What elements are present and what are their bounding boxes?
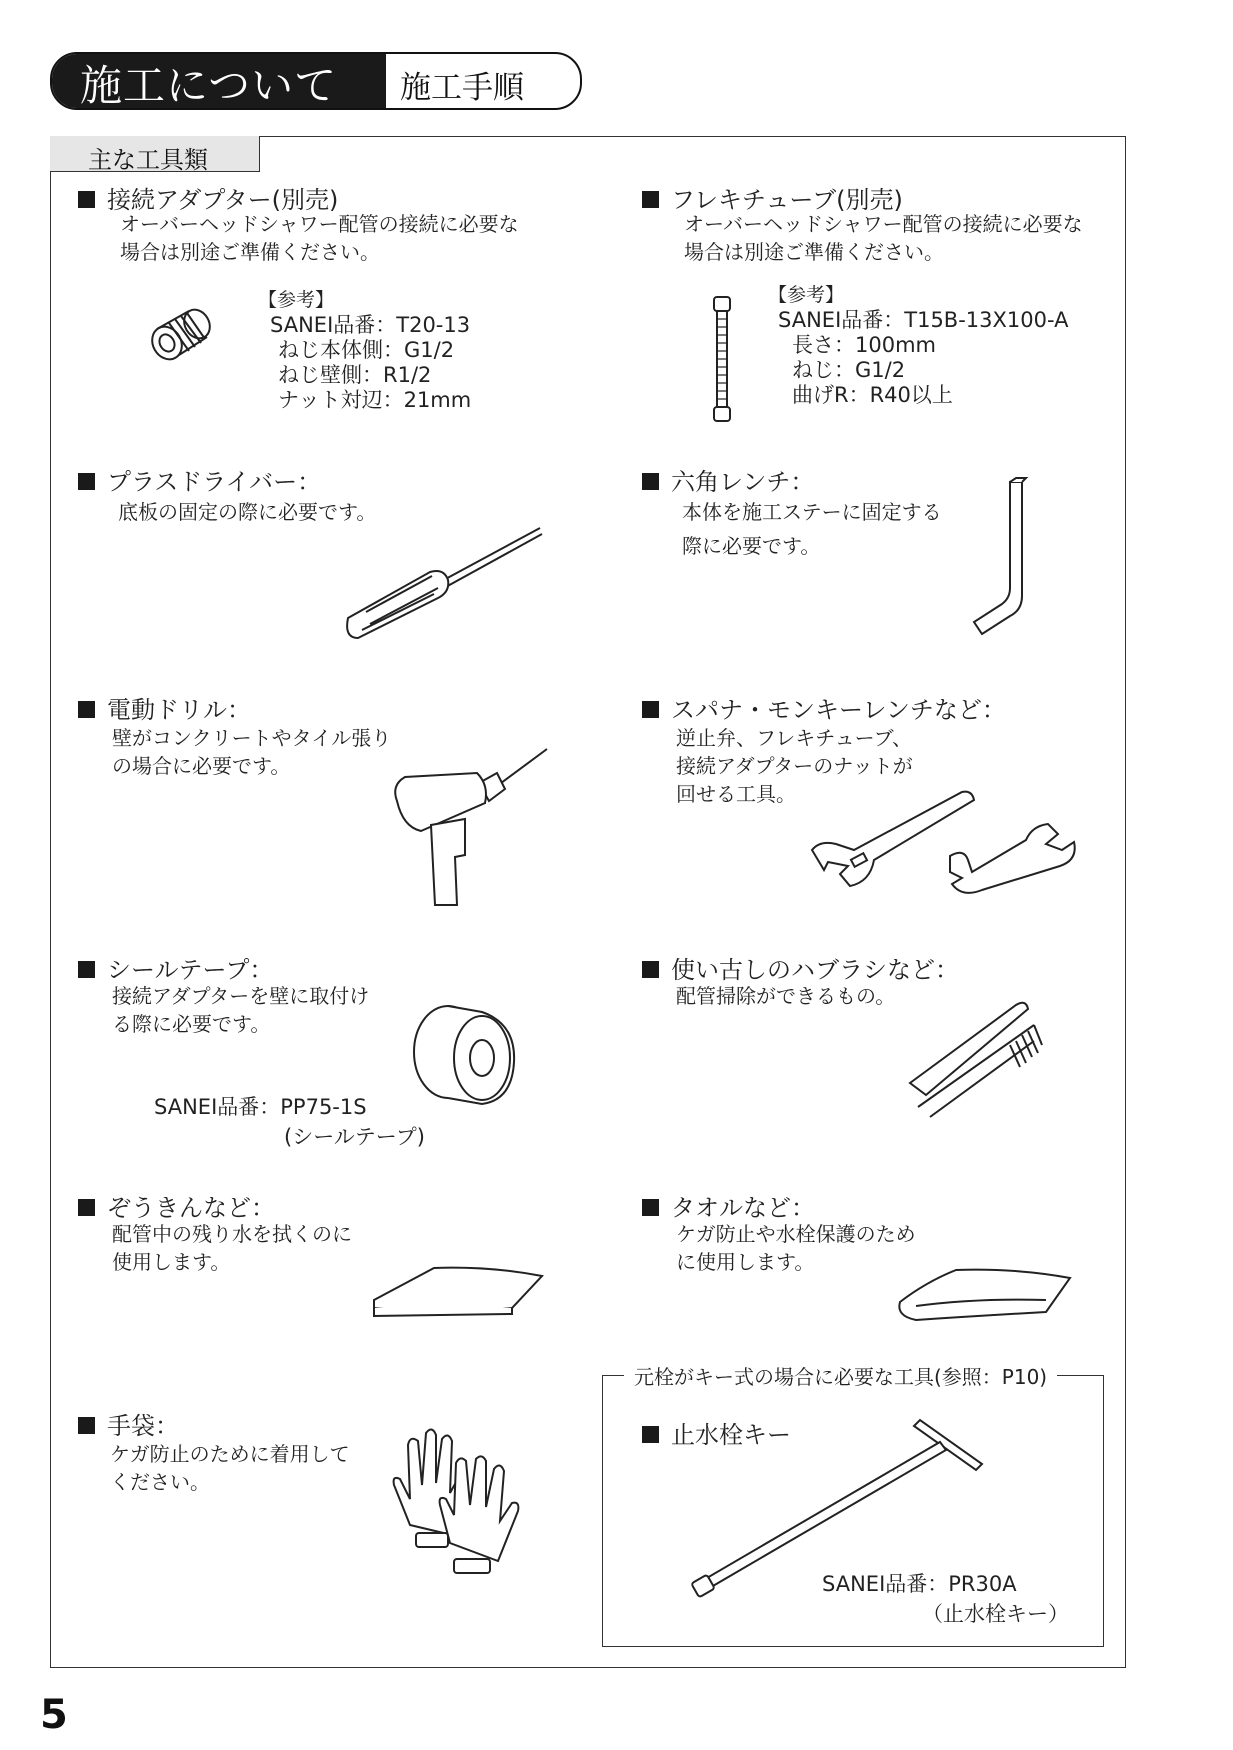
brush-desc: 配管掃除ができるもの。 [676,984,896,1008]
adapter-ref: 【参考】 SANEI品番：T20-13 ねじ本体側：G1/2 ねじ壁側：R1/2 ナット対辺：21mm [258,289,472,412]
gloves-desc: ケガ防止のために着用して ください。 [110,1442,350,1494]
flexi-ref: 【参考】 SANEI品番：T15B-13X100-A 長さ：100mm ねじ：G1/2 曲げR：R40以上 [768,284,1069,407]
page-number: 5 [40,1692,68,1738]
towel-icon [896,1262,1076,1332]
flexi-heading: フレキチューブ(別売) [642,180,903,215]
adapter-desc: オーバーヘッドシャワー配管の接続に必要な 場合は別途ご準備ください。 [120,212,519,264]
screwdriver-heading: プラスドライバー： [78,462,321,497]
gloves-icon [390,1425,530,1575]
flexi-desc: オーバーヘッドシャワー配管の接続に必要な 場合は別途ご準備ください。 [684,212,1083,264]
drill-desc: 壁がコンクリートやタイル張り の場合に必要です。 [112,726,392,778]
spanner-desc: 逆止弁、フレキチューブ、 接続アダプターのナットが 回せる工具。 [676,726,913,806]
toothbrush-icon [910,995,1060,1120]
screwdriver-desc: 底板の固定の際に必要です。 [118,500,377,524]
seal-tape-icon [408,1000,528,1110]
rag-desc: 配管中の残り水を拭くのに 使用します。 [112,1222,352,1274]
page-title: 施工について [80,61,338,110]
brush-heading: 使い古しのハブラシなど： [642,950,959,985]
towel-heading: タオルなど： [642,1188,815,1223]
towel-desc: ケガ防止や水栓保護のため に使用します。 [676,1222,916,1274]
spanner-heading: スパナ・モンキーレンチなど： [642,690,1006,725]
hexwrench-heading: 六角レンチ： [642,462,814,497]
drill-heading: 電動ドリル： [78,690,251,725]
drill-icon [385,745,555,915]
hexwrench-desc: 本体を施工ステーに固定する 際に必要です。 [682,500,942,558]
screwdriver-icon [340,520,550,640]
key-subsection-label: 元栓がキー式の場合に必要な工具(参照：P10) [624,1361,1057,1390]
rag-heading: ぞうきんなど： [78,1188,275,1223]
adapter-heading: 接続アダプター(別売) [78,180,338,215]
key-heading: 止水栓キー [642,1415,791,1450]
key-ref: SANEI品番：PR30A （止水栓キー） [822,1572,1069,1626]
tape-ref: SANEI品番：PP75-1S (シールテープ) [154,1095,425,1149]
tape-heading: シールテープ： [78,950,273,985]
tape-desc: 接続アダプターを壁に取付け る際に必要です。 [112,984,370,1036]
gloves-heading: 手袋： [78,1406,179,1441]
spanner-icon [810,790,1080,900]
flexi-tube-icon [708,295,738,425]
hex-wrench-icon [970,478,1030,638]
section-label: 主な工具類 [88,146,208,174]
adapter-icon [145,305,215,365]
rag-icon [370,1262,550,1322]
page-subtitle: 施工手順 [400,70,524,106]
